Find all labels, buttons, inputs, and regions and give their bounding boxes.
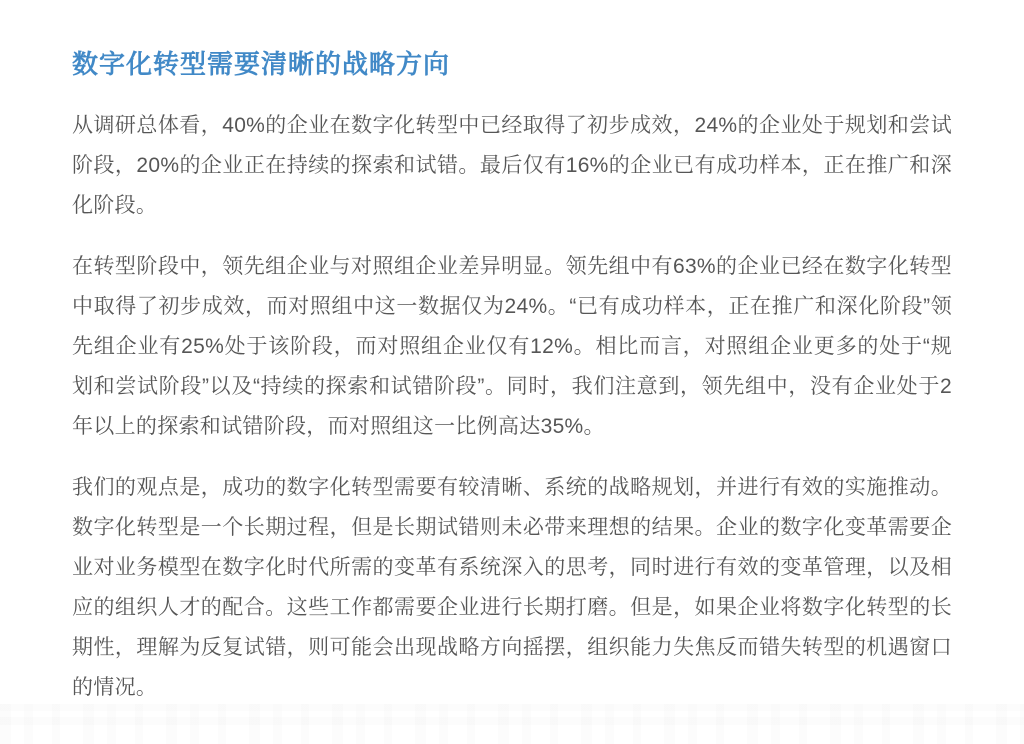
watermark [0, 704, 1024, 744]
paragraph-survey-overview: 从调研总体看，40%的企业在数字化转型中已经取得了初步成效，24%的企业处于规划和尝试阶段，20%的企业正在持续的探索和试错。最后仅有16%的企业已有成功样本，正在推广和深化阶段。 [72, 114, 952, 217]
paragraph-group-comparison: 在转型阶段中，领先组企业与对照组企业差异明显。领先组中有63%的企业已经在数字化转型中取得了初步成效，而对照组中这一数据仅为24%。“已有成功样本，正在推广和深化阶段”领先组企业有25%处于该阶段，而对照组企业仅有12%。相比而言，对照组企业更多的处于“规划和尝试阶段”以及“持续的探索和试错阶段”。同时，我们注意到，领先组中，没有企业处于2年以上的探索和试错阶段，而对照组这一比例高达35%。 [72, 255, 952, 438]
paragraph-viewpoint: 我们的观点是，成功的数字化转型需要有较清晰、系统的战略规划，并进行有效的实施推动。数字化转型是一个长期过程，但是长期试错则未必带来理想的结果。企业的数字化变革需要企业对业务模型在数字化时代所需的变革有系统深入的思考，同时进行有效的变革管理，以及相应的组织人才的配合。这些工作都需要企业进行长期打磨。但是，如果企业将数字化转型的长期性，理解为反复试错，则可能会出现战略方向摇摆，组织能力失焦反而错失转型的机遇窗口的情况。 [72, 476, 952, 699]
section-title: 数字化转型需要清晰的战略方向 [72, 49, 451, 79]
